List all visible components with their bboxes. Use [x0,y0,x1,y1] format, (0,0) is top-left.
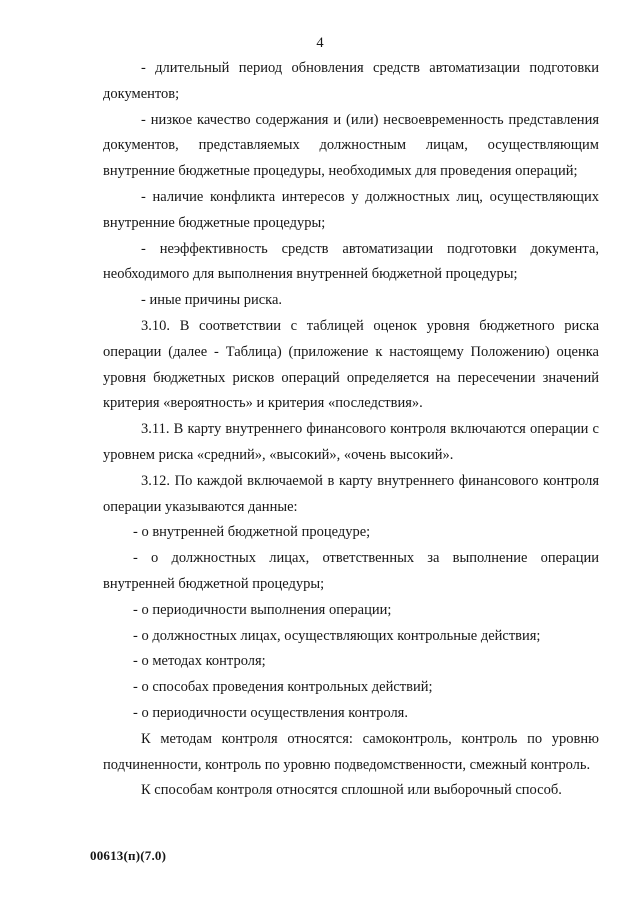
risk-cause-item: - низкое качество содержания и (или) несвоевременность представления документов, представляемых должностным лицам, осуществляющим внутренние бюджетные процедуры, необходимых для проведения операций; [103,111,599,180]
control-data-item: - о способах проведения контрольных действий; [133,679,433,696]
clause-3-10: 3.10. В соответствии с таблицей оценок уровня бюджетного риска операции (далее - Таблица) (приложение к настоящему Положению) оценка уровня бюджетных рисков операций определяется на пересечении значений критерия «вероятность» и критерия «последствия». [103,317,599,412]
control-data-item: - о внутренней бюджетной процедуре; [133,524,371,541]
risk-cause-item: - иные причины риска. [141,292,283,309]
control-data-item: - о должностных лицах, осуществляющих контрольные действия; [133,627,541,644]
control-data-item: - о периодичности осуществления контроля. [133,704,408,721]
control-data-item: - о должностных лицах, ответственных за выполнение операции внутренней бюджетной процедуры; [103,550,599,592]
risk-cause-item: - неэффективность средств автоматизации подготовки документа, необходимого для выполнения внутренней бюджетной процедуры; [103,240,599,283]
clause-3-11: 3.11. В карту внутреннего финансового контроля включаются операции с уровнем риска «средний», «высокий», «очень высокий». [103,421,599,463]
control-data-item: - о периодичности выполнения операции; [133,601,392,618]
control-data-item: - о методах контроля; [133,653,266,670]
document-body [103,56,599,804]
control-methods-paragraph: К методам контроля относятся: самоконтроль, контроль по уровню подчиненности, контроль по уровню подведомственности, смежный контроль. [103,730,599,773]
page-number: 4 [316,35,324,51]
document-code: 00613(п)(7.0) [90,848,167,863]
risk-cause-item: - наличие конфликта интересов у должностных лиц, осуществляющих внутренние бюджетные процедуры; [103,188,599,231]
clause-3-12: 3.12. По каждой включаемой в карту внутреннего финансового контроля операции указываются данные: [103,472,599,515]
control-ways-paragraph: К способам контроля относятся сплошной или выборочный способ. [141,782,562,799]
risk-cause-item: - длительный период обновления средств автоматизации подготовки документов; [103,60,599,102]
